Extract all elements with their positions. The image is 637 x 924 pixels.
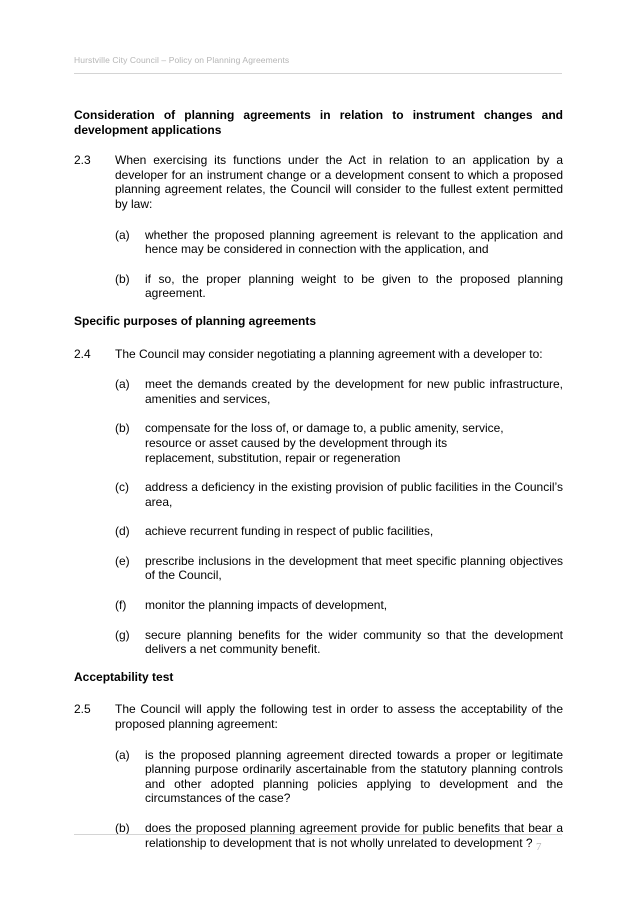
list-item-text: meet the demands created by the development for new public infrastructure, amenities and services,	[145, 377, 563, 406]
list-item-label: (f)	[115, 598, 127, 613]
list-item-text: achieve recurrent funding in respect of public facilities,	[145, 524, 434, 539]
list-item-line: compensate for the loss of, or damage to, a public amenity, service,	[145, 421, 504, 436]
list-item-label: (d)	[115, 524, 130, 539]
list-item-text: does the proposed planning agreement provide for public benefits that bear a relationship to development that is not wholly unrelated to development ?	[145, 821, 563, 850]
list-item-text: secure planning benefits for the wider community so that the development delivers a net community benefit.	[145, 627, 563, 657]
list-item-label: (e)	[115, 553, 130, 568]
list-item	[115, 554, 563, 583]
list-item-label: (a)	[115, 747, 130, 762]
list-item	[115, 524, 563, 539]
list-item-label: (a)	[115, 377, 130, 392]
clause-text: The Council may consider negotiating a planning agreement with a developer to:	[115, 346, 543, 361]
list-item-label: (b)	[115, 271, 130, 286]
section-heading-purposes: Specific purposes of planning agreements	[74, 313, 317, 328]
page-number: 7	[536, 841, 542, 853]
list-item	[115, 598, 563, 613]
list-item	[115, 821, 563, 850]
list-item	[115, 421, 563, 465]
page-content	[74, 108, 563, 865]
list-item-text: address a deficiency in the existing provision of public facilities in the Council’s area,	[145, 480, 563, 509]
list-item-label: (b)	[115, 421, 130, 436]
list-item-text: whether the proposed planning agreement is relevant to the application and hence may be considered in connection with the application, and	[145, 227, 563, 257]
list-item-text	[145, 421, 563, 465]
list-item-text: monitor the planning impacts of development,	[145, 598, 388, 613]
list-item-text: if so, the proper planning weight to be given to the proposed planning agreement.	[145, 271, 563, 301]
list-item-label: (g)	[115, 627, 130, 642]
list-item-label: (a)	[115, 227, 130, 242]
list-item-text: is the proposed planning agreement directed towards a proper or legitimate planning purpose ordinarily ascertainable from the statutory planning controls and other adopted planning policies applying to development and the circumstances of the case?	[145, 747, 563, 806]
footer-divider	[74, 834, 562, 835]
clause-text: When exercising its functions under the Act in relation to an application by a developer for an instrument change or a development consent to which a proposed planning agreement relates, the Council will consider to the fullest extent permitted by law:	[115, 153, 563, 211]
list-item-text: prescribe inclusions in the development that meet specific planning objectives of the Council,	[145, 553, 563, 583]
list-item	[115, 628, 563, 657]
list-item	[115, 480, 563, 509]
section-heading-acceptability: Acceptability test	[74, 669, 174, 684]
clause-2-4	[74, 347, 563, 362]
list-item-line: resource or asset caused by the development through its	[145, 435, 448, 450]
list-item	[115, 228, 563, 257]
list-item	[115, 272, 563, 301]
list-item-label: (b)	[115, 821, 130, 835]
list-item-line: replacement, substitution, repair or regeneration	[145, 450, 401, 465]
list-item	[115, 748, 563, 806]
clause-number: 2.4	[74, 346, 91, 361]
running-header: Hurstville City Council – Policy on Planning Agreements	[74, 55, 290, 65]
list-item	[115, 377, 563, 406]
section-heading-consideration: Consideration of planning agreements in relation to instrument changes and development applications	[74, 108, 563, 137]
clause-number: 2.5	[74, 702, 91, 717]
clause-text: The Council will apply the following test in order to assess the acceptability of the proposed planning agreement:	[115, 702, 563, 732]
header-divider	[74, 73, 562, 74]
clause-2-3	[74, 153, 563, 211]
clause-number: 2.3	[74, 153, 91, 168]
list-item-label: (c)	[115, 480, 129, 495]
clause-2-5	[74, 702, 563, 731]
